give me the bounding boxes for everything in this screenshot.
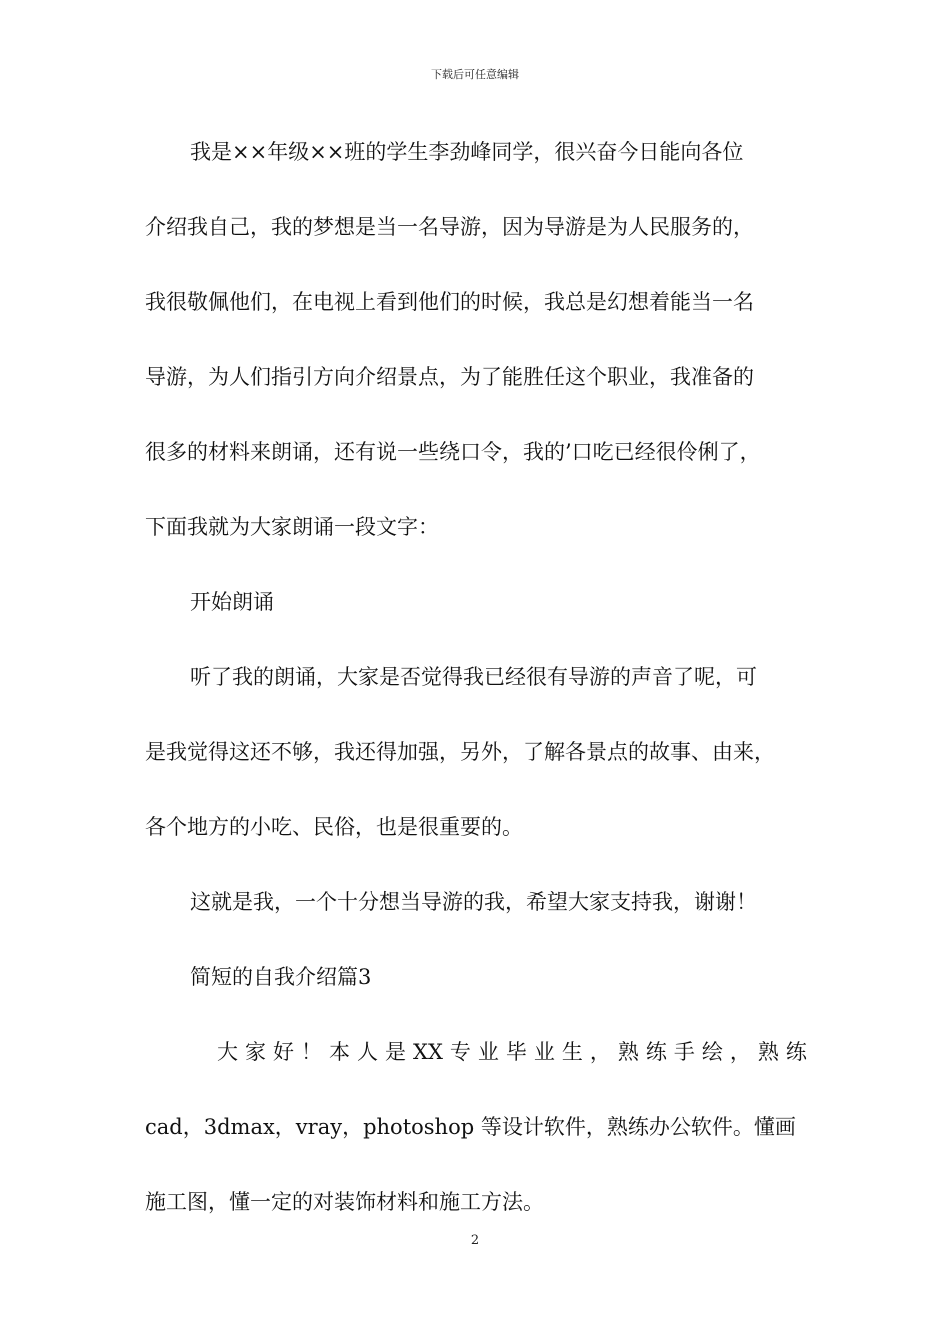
text-line: 导游，为人们指引方向介绍景点，为了能胜任这个职业，我准备的 (145, 365, 754, 389)
spaced-char: 手 (673, 1040, 695, 1064)
spaced-char: 家 (245, 1040, 266, 1064)
text-line: 我很敬佩他们，在电视上看到他们的时候，我总是幻想着能当一名 (145, 290, 754, 314)
page-header-note: 下载后可任意编辑 (431, 68, 519, 81)
text-line: cad，3dmax，vray，photoshop 等设计软件，熟练办公软件。懂画 (145, 1115, 796, 1139)
spaced-char: 毕 (505, 1040, 527, 1064)
spaced-char: 人 (357, 1040, 378, 1064)
text-line: 很多的材料来朗诵，还有说一些绕口令，我的’口吃已经很伶俐了， (145, 440, 761, 464)
spaced-char: 练 (645, 1040, 667, 1064)
spaced-char: ！ (301, 1040, 322, 1064)
spaced-char: XX (413, 1040, 443, 1064)
spaced-char: 生 (561, 1040, 583, 1064)
text-line: 是我觉得这还不够，我还得加强，另外，了解各景点的故事、由来， (145, 740, 775, 764)
spaced-char: 熟 (617, 1040, 639, 1064)
text-line: 各个地方的小吃、民俗，也是很重要的。 (145, 815, 523, 839)
spaced-char: 大 (217, 1040, 238, 1064)
spaced-char: 绘 (701, 1040, 723, 1064)
text-line: 我是××年级××班的学生李劲峰同学，很兴奋今日能向各位 (190, 140, 744, 164)
text-line: 介绍我自己，我的梦想是当一名导游，因为导游是为人民服务的， (145, 215, 754, 239)
spaced-char: 本 (329, 1040, 350, 1064)
spaced-char: 好 (273, 1040, 294, 1064)
spaced-char: ， (589, 1040, 611, 1064)
spaced-text-line (217, 1039, 807, 1065)
section-heading: 简短的自我介绍篇3 (190, 965, 372, 989)
text-line: 这就是我，一个十分想当导游的我，希望大家支持我，谢谢！ (190, 890, 757, 914)
spaced-char: 熟 (757, 1040, 779, 1064)
text-line: 听了我的朗诵，大家是否觉得我已经很有导游的声音了呢，可 (190, 665, 757, 689)
spaced-char: 练 (785, 1040, 807, 1064)
text-line: 开始朗诵 (190, 590, 274, 614)
spaced-char: ， (729, 1040, 751, 1064)
spaced-char: 专 (449, 1040, 471, 1064)
page-number: 2 (470, 1233, 480, 1248)
text-line: 下面我就为大家朗诵一段文字： (145, 515, 439, 539)
spaced-char: 业 (477, 1040, 499, 1064)
spaced-char: 业 (533, 1040, 555, 1064)
spaced-char: 是 (385, 1040, 406, 1064)
text-line: 施工图，懂一定的对装饰材料和施工方法。 (145, 1190, 544, 1214)
